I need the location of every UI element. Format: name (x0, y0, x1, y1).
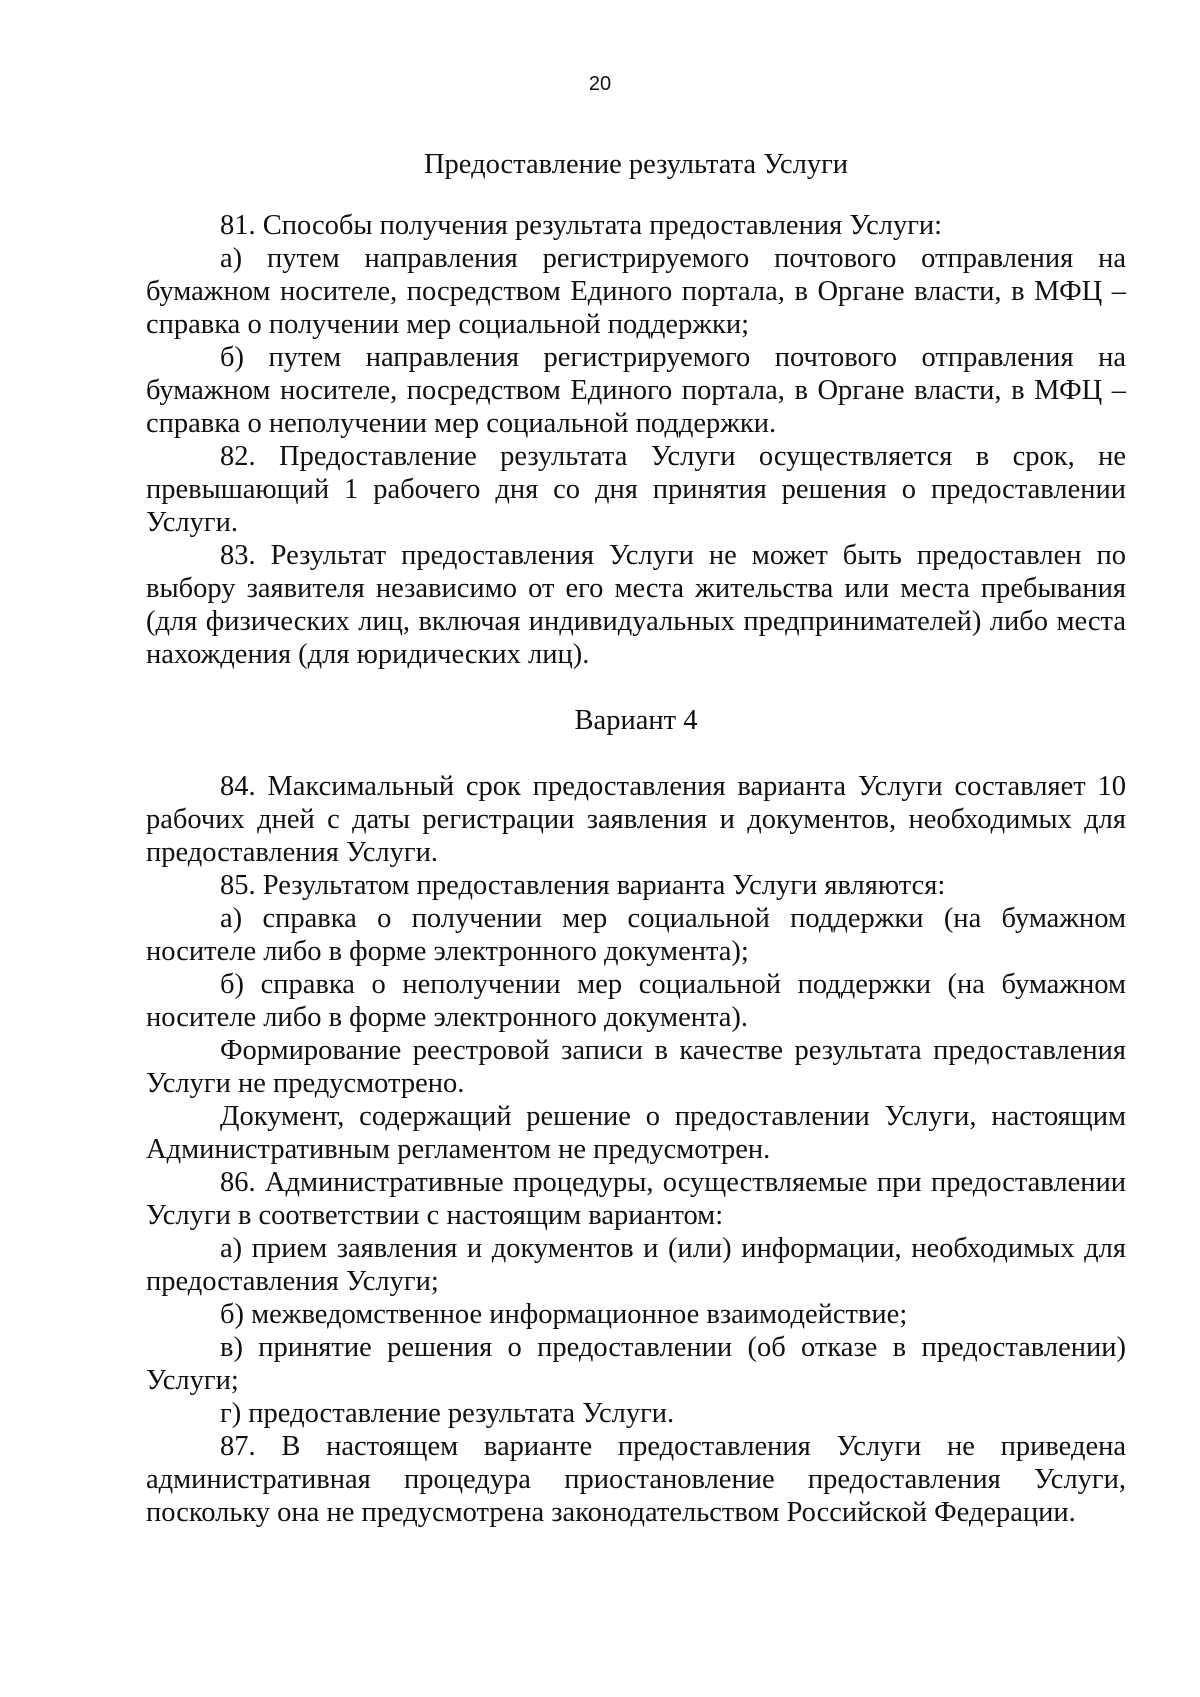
paragraph-decision-document: Документ, содержащий решение о предоставлении Услуги, настоящим Административным регламентом не предусмотрен. (146, 1101, 1126, 1165)
paragraph-86-a: а) прием заявления и документов и (или) информации, необходимых для предоставления Услуги; (146, 1233, 1126, 1297)
paragraph-86: 86. Административные процедуры, осуществляемые при предоставлении Услуги в соответствии с настоящим вариантом: (146, 1167, 1126, 1231)
document-body (146, 148, 1126, 1529)
paragraph-84: 84. Максимальный срок предоставления варианта Услуги составляет 10 рабочих дней с даты регистрации заявления и документов, необходимых для предоставления Услуги. (146, 771, 1126, 868)
paragraph-87: 87. В настоящем варианте предоставления Услуги не приведена административная процедура приостановление предоставления Услуги, поскольку она не предусмотрена законодательством Российской Федерации. (146, 1431, 1126, 1528)
page-number: 20 (588, 73, 612, 95)
paragraph-82: 82. Предоставление результата Услуги осуществляется в срок, не превышающий 1 рабочего дня со дня принятия решения о предоставлении Услуги. (146, 441, 1126, 538)
paragraph-86-d: г) предоставление результата Услуги. (220, 1398, 675, 1429)
paragraph-81: 81. Способы получения результата предоставления Услуги: (220, 210, 943, 241)
variant-heading: Вариант 4 (574, 705, 698, 736)
paragraph-85: 85. Результатом предоставления варианта Услуги являются: (220, 870, 946, 901)
paragraph-85-a: а) справка о получении мер социальной поддержки (на бумажном носителе либо в форме электронного документа); (146, 903, 1126, 967)
paragraph-registry-record: Формирование реестровой записи в качестве результата предоставления Услуги не предусмотрено. (146, 1035, 1126, 1099)
paragraph-86-c: в) принятие решения о предоставлении (об отказе в предоставлении) Услуги; (146, 1332, 1126, 1396)
paragraph-83: 83. Результат предоставления Услуги не может быть предоставлен по выбору заявителя независимо от его места жительства или места пребывания (для физических лиц, включая индивидуальных предпринимателей) либо места нахождения (для юридических лиц). (146, 540, 1126, 670)
paragraph-85-b: б) справка о неполучении мер социальной поддержки (на бумажном носителе либо в форме электронного документа). (146, 969, 1126, 1033)
paragraph-81-a: а) путем направления регистрируемого почтового отправления на бумажном носителе, посредством Единого портала, в Органе власти, в МФЦ – справка о получении мер социальной поддержки; (146, 243, 1126, 340)
paragraph-86-b: б) межведомственное информационное взаимодействие; (220, 1299, 908, 1330)
section-heading: Предоставление результата Услуги (423, 149, 849, 180)
paragraph-81-b: б) путем направления регистрируемого почтового отправления на бумажном носителе, посредством Единого портала, в Органе власти, в МФЦ – справка о неполучении мер социальной поддержки. (146, 342, 1126, 439)
